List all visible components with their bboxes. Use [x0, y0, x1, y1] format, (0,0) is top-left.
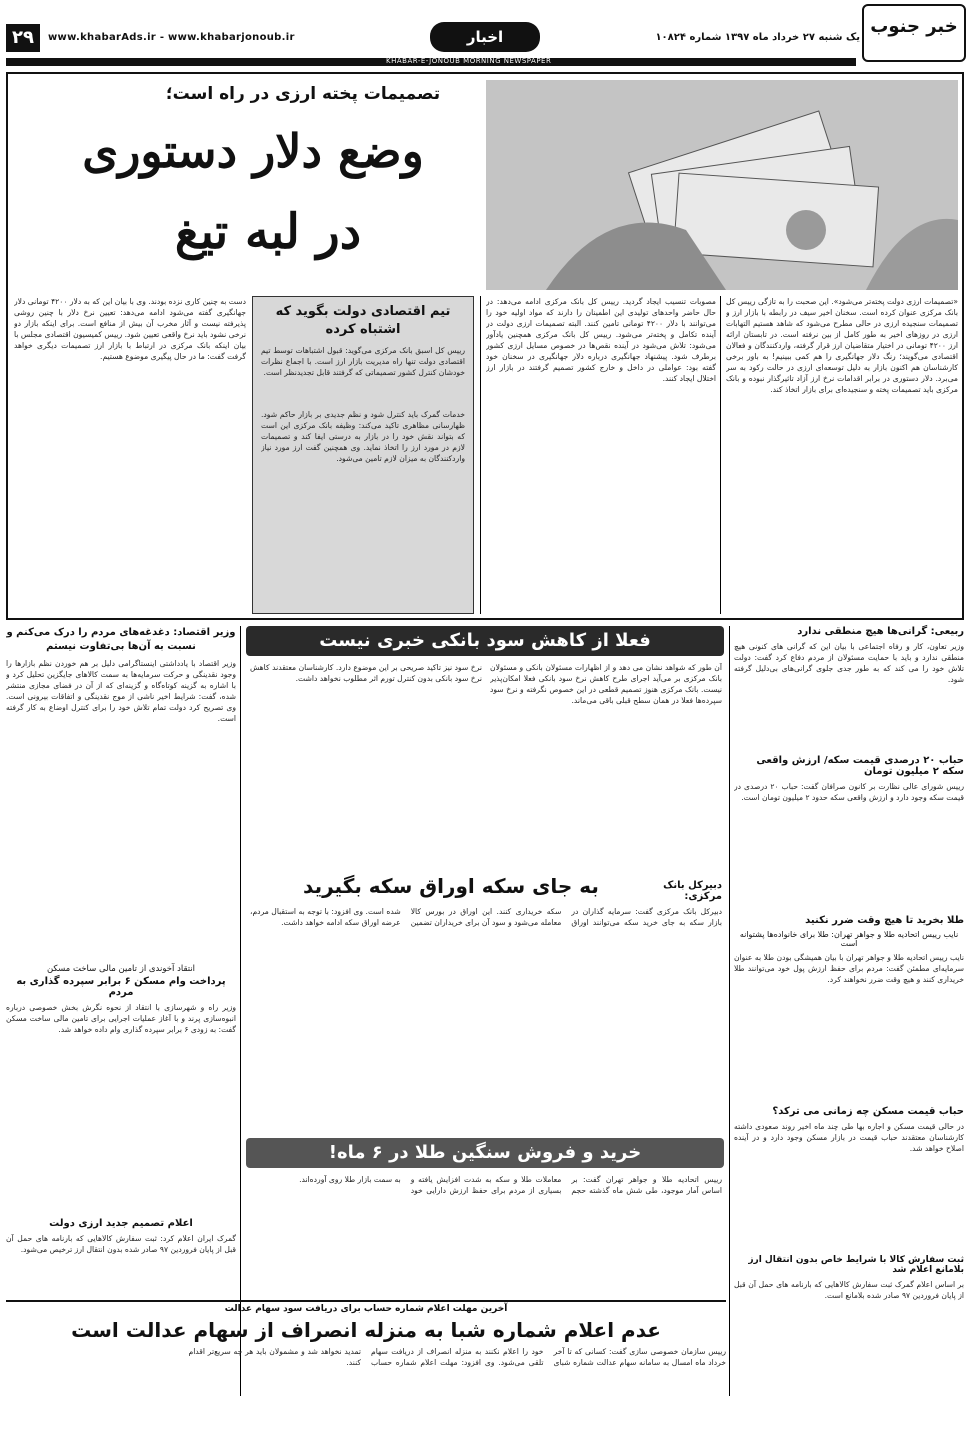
right-title-5: ثبت سفارش کالا با شرایط خاص بدون انتقال ارز بلامانع اعلام شد [748, 1255, 964, 1275]
section-title: اخبار [430, 22, 540, 52]
side-box-body: خدمات گمرک باید کنترل شود و نظم جدیدی بر بازار حاکم شود. ظهارسانی مظاهری تاکید می‌کند: وظیفه بانک مرکزی این است که بتواند نقش خود را در بازار به درستی ایفا کند و تصمیمات لازم در مورد ارز را اتخاذ نماید. وی همچنین گفت ارز مورد نیاز واردکنندگان به میزان لازم تامین می‌شود. [261, 410, 465, 463]
middle-kicker-2: دبیرکل بانک مرکزی: [663, 880, 722, 902]
right-title-4: حباب قیمت مسکن چه زمانی می ترکد؟ [772, 1106, 964, 1117]
right-text-4: در حالی قیمت مسکن و اجاره بها طی چند ماه اخیر روند صعودی داشته کارشناسان معتقدند حباب قیمت در بازار مسکن وجود دارد و در آینده اصلاح خواهد شد. [734, 1122, 964, 1153]
logo-text: خبر جنوب [870, 16, 958, 37]
right-column [734, 626, 964, 1396]
right-text-2: رییس شورای عالی نظارت بر کانون صرافان گفت: حباب ۲۰ درصدی در قیمت سکه وجود دارد و ارزش واقعی سکه حدود ۲ میلیون تومان است. [734, 782, 964, 802]
middle-title-3: خرید و فروش سنگین طلا در ۶ ماه! [246, 1138, 724, 1168]
lead-column-2: مصوبات تنسیب ایجاد گردید. رییس کل بانک مرکزی ادامه می‌دهد: در حال حاضر واحدهای تولیدی این اطمینان را دارند که مواد اولیه خود را می‌توانند با دلار ۴۲۰۰ تومانی تامین کنند. البته تصمیمات ارزی دولت در آینده تکامل و پخته‌تر می‌شود. رییس کل بانک مرکزی همچنین یادآور می‌شود: تلاش می‌شود در آینده نقص‌ها در خصوص مسایل ارزی کشور برطرف شود. پیشنهاد جهانگیری درباره دلار جهانگیری در سخنان خود گفته بود: عواملی در داخل و خارج کشور تصمیم گرفتند در بازار ارز اختلال ایجاد کنند. [486, 297, 716, 383]
lead-column-1: «تصمیمات ارزی دولت پخته‌تر می‌شود». این صحبت را به تازگی رییس کل بانک مرکزی عنوان کرده است. سخنان اخیر سیف در رابطه با بازار ارز و تصمیمات سنجیده ارزی در حالی مطرح می‌شود که شاهد هستیم التهابات ارزی در روزهای اخیر به طور کامل از بین نرفته است. در تابستان ارائه ارز ۴۲۰۰ تومانی در اختیار متقاضیان ارز قرار گرفته، واردکنندگان و فعالان اقتصادی می‌گویند؛ رنگ دلار جهانگیری را هم کمی ببینیم! به باور برخی کارشناسان هم اکنون بازار به دلیل توسعه‌ای ارزی در حالت رکود به سر می‌برد. دلار دستوری در برابر اقدامات نرخ ارز آزاد تاثیرگذار نبوده و بانک مرکزی باید تصمیمات پخته و سنجیده‌ای برای بازار اتخاذ کند. [726, 297, 958, 394]
lead-story [6, 72, 964, 620]
date-issue: یک شنبه ۲۷ خرداد ماه ۱۳۹۷ شماره ۱۰۸۲۴ [655, 32, 860, 43]
right-sub-3: نایب رییس اتحادیه طلا و جواهر تهران: طلا برای خانواده‌ها پشتوانه است [739, 930, 959, 948]
divider [729, 626, 730, 1396]
left-title-3: پرداخت وام مسکن ۶ برابر سپرده گذاری به مردم [16, 976, 226, 998]
site-urls[interactable]: www.khabarAds.ir - www.khabarjonoub.ir [48, 32, 295, 43]
right-text-5: بر اساس اعلام گمرک ثبت سفارش کالاهایی که بارنامه های حمل آن قبل از پایان فروردین ۹۷ صادر شده بلامانع است. [734, 1280, 964, 1300]
left-title-2: انتقاد آخوندی از تامین مالی ساخت مسکن [46, 964, 196, 974]
middle-text-2: دبیرکل بانک مرکزی گفت: سرمایه گذاران در بازار سکه به جای خرید سکه می‌توانند اوراق سکه خریداری کنند. این اوراق در بورس کالا معامله می‌شود و سود آن برای خریداران تضمین شده است. وی افزود: با توجه به استقبال مردم، عرضه اوراق سکه ادامه خواهد داشت. [250, 907, 722, 927]
lead-title-1: وضع دلار دستوری [82, 124, 424, 178]
left-text-1: وزیر اقتصاد با یادداشتی اینستاگرامی دلیل بر هم خوردن نظم بازارها را وجود نقدینگی و حرکت سرمایه‌ها به سمت کالاهای جایگزین تحلیل کرد و با اشاره به گزینه کوتاه‌گاه و گزینه‌ای که از آن در فضای مجازی منتشر شده، گفت: شرایط اخیر ناشی از موج نقدینگی و اتفاقات بیرونی است. وی تصریح کرد دولت تمام تلاش خود را برای کنترل اوضاع به کار گرفته است. [6, 659, 236, 723]
dollars-photo [486, 80, 958, 290]
bottom-text: رییس سازمان خصوصی سازی گفت: کسانی که تا آخر خرداد ماه امسال به سامانه سهام عدالت شماره شبای خود را اعلام نکنند به منزله انصراف از دریافت سهام تلقی می‌شود. وی افزود: مهلت اعلام شماره حساب تمدید نخواهد شد و مشمولان باید هر چه سریع‌تر اقدام کنند. [188, 1347, 726, 1367]
middle-text-3: رییس اتحادیه طلا و جواهر تهران گفت: بر اساس آمار موجود، طی شش ماه گذشته حجم معاملات طلا و سکه به شدت افزایش یافته و بسیاری از مردم برای حفظ ارزش دارایی خود به سمت بازار طلا روی آورده‌اند. [299, 1175, 722, 1195]
logo [862, 4, 966, 62]
page-number: ۲۹ [12, 27, 34, 48]
masthead-strap [6, 58, 856, 66]
middle-title-2: به جای سکه اوراق سکه بگیرید [303, 874, 599, 898]
left-text-4: گمرک ایران اعلام کرد: ثبت سفارش کالاهایی که بارنامه های حمل آن قبل از پایان فروردین ۹۷ صادر شده بدون انتقال ارز ترخیص می‌شود. [6, 1234, 236, 1254]
right-title-3: طلا بخرید تا هیچ وقت ضرر نکنید [805, 915, 964, 926]
divider [720, 296, 721, 614]
left-text-3: وزیر راه و شهرسازی با انتقاد از نحوه نگرش بخش خصوصی درباره انبوه‌سازی پرند و با آغاز عملیات اجرایی برای تامین مالی ساخت مسکن گفت: به زودی ۶ برابر سپرده گذاری وام داده خواهد شد. [6, 1003, 236, 1034]
lead-kicker: تصمیمات پخته ارزی در راه است؛ [165, 84, 441, 104]
page-number-box [6, 24, 40, 52]
dollars-illustration [486, 80, 958, 290]
side-box-title: تیم اقتصادی دولت بگوید که اشتباه کرده [275, 304, 451, 337]
bottom-story [6, 1300, 726, 1430]
left-title-1: وزیر اقتصاد: دغدغه‌های مردم را درک می‌کنم و نسبت به آن‌ها بی‌تفاوت نیستم [6, 627, 236, 652]
lead-title-2: در لبه تیغ [174, 204, 362, 260]
side-box [252, 296, 474, 614]
middle-text-1b: نرخ سود نیز تاکید صریحی بر این موضوع دارد. کارشناسان معتقدند کاهش نرخ سود بانکی بدون کنترل تورم اثر مطلوب نخواهد داشت. [250, 663, 482, 683]
divider [240, 626, 241, 1396]
bottom-strap: آخرین مهلت اعلام شماره حساب برای دریافت سود سهام عدالت [224, 1304, 508, 1314]
middle-text-1a: آن طور که شواهد نشان می دهد و از اظهارات مسئولان بانکی و مسئولان بانک مرکزی بر می‌آید اجرای طرح کاهش نرخ سود بانکی فعلا امکان‌پذیر نیست. بانک مرکزی هنوز تصمیم قطعی در این خصوص نگرفته و نرخ سود سپرده‌ها فعلا در همان سطح قبلی باقی می‌ماند. [490, 663, 722, 705]
right-text-3: نایب رییس اتحادیه طلا و جواهر تهران با بیان همیشگی بودن طلا به عنوان سرمایه‌ای مطمئن گفت: مردم برای حفظ ارزش پول خود می‌توانند طلا خریداری کنند و هیچ وقت ضرر نخواهند کرد. [734, 953, 964, 984]
middle-section [246, 626, 724, 1396]
strap-text: KHABAR-E-JONOUB MORNING NEWSPAPER [386, 57, 552, 65]
right-title-1: ربیعی: گرانی‌ها هیچ منطقی ندارد [797, 626, 964, 637]
left-column [6, 626, 236, 1396]
side-box-text: رییس کل اسبق بانک مرکزی می‌گوید: قبول اشتباهات توسط تیم اقتصادی دولت تنها راه مدیریت بازار ارز است. با اجماع نظرات خودشان کنترل کشور تصمیماتی که گرفتند قابل تجدیدنظر است. [261, 346, 465, 377]
right-text-1: وزیر تعاون، کار و رفاه اجتماعی با بیان این که گرانی های کنونی هیچ منطقی ندارد و باید با حمایت مسئولان از مردم دفاع کرد گفت: دولت تلاش خود را می کند که به طور جدی جلوی گرانی‌های بی‌دلیل گرفته شود. [734, 642, 964, 684]
divider [480, 296, 481, 614]
bottom-title: عدم اعلام شماره شبا به منزله انصراف از سهام عدالت است [71, 1318, 661, 1342]
lead-column-4: دست به چنین کاری نزده بودند. وی با بیان این که به دلار ۴۲۰۰ تومانی دلار جهانگیری گفته می‌شود ادامه می‌دهد: تعیین نرخ دلار با چنین روشی پذیرفته نیست و آثار مخرب آن بیش از منافع است. برای اینکه بازار دو نرخی نشود باید نرخ واقعی تعیین شود. رییس کمیسیون اقتصادی مجلس با بیان اینکه بانک مرکزی در ارتباط با بازار ارز تصمیمات دیگری خواهد گرفت گفت: ما در حال پیگیری موضوع هستیم. [14, 297, 246, 361]
masthead [0, 0, 970, 66]
left-title-4: اعلام تصمیم جدید ارزی دولت [49, 1218, 193, 1229]
right-title-2: حباب ۲۰ درصدی قیمت سکه/ ارزش واقعی سکه ۲ میلیون تومان [756, 755, 964, 777]
middle-title-1: فعلا از کاهش سود بانکی خبری نیست [246, 626, 724, 656]
